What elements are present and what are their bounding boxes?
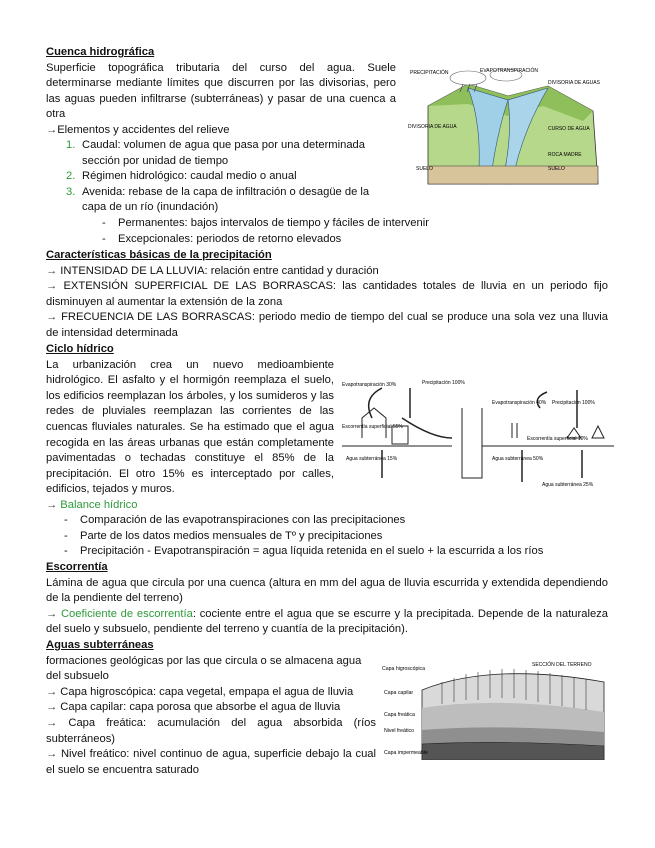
escorrentia-title: Escorrentía (46, 561, 108, 573)
balance-label: Balance hídrico (60, 498, 138, 511)
list-text: Comparación de las evapotranspiraciones con las precipitaciones (80, 514, 406, 526)
list-item (66, 185, 396, 216)
arrow-icon: → (46, 264, 58, 277)
list-text: Capa higroscópica: capa vegetal, empapa el agua de lluvia (60, 685, 354, 698)
ciclo-section (46, 342, 334, 514)
ciclo-title: Ciclo hídrico (46, 343, 114, 355)
list-item (66, 169, 396, 185)
figure-label: Capa higroscópica (382, 666, 425, 672)
arrow-icon: → (46, 280, 58, 293)
arrow-icon: → (46, 607, 58, 620)
list-number: 3. (66, 185, 76, 198)
figure-label: Agua subterránea 25% (542, 482, 594, 488)
list-item: - Parte de los datos medios mensuales de Tº y precipitaciones (64, 529, 383, 542)
list-text: Nivel freático: nivel continuo de agua, superficie debajo la cual el suelo se encuentra saturado (46, 748, 377, 776)
precip-title: Características básicas de la precipitación (46, 249, 272, 261)
arrow-icon: → (46, 498, 58, 511)
figure-label: Evapotranspiración 40% (492, 400, 547, 406)
list-text: Excepcionales: periodos de retorno elevados (118, 232, 342, 245)
list-text: Parte de los datos medios mensuales de Tº y precipitaciones (80, 529, 383, 542)
cuenca-elements-label: Elementos y accidentes del relieve (57, 123, 230, 136)
cuenca-paragraph: Superficie topográfica tributaria del curso del agua. Suele determinarse mediante límites que discurren por las divisorias, pero las aguas pueden infiltrarse (subterráneas) y pasar de una cuenca a otra (46, 61, 396, 121)
figure-label: Capa freática (384, 712, 415, 718)
water-cycle-diagram (342, 378, 614, 496)
figure-label: PRECIPITACIÓN (410, 70, 449, 76)
list-text: Avenida: rebase de la capa de infiltración o desagüe de la capa de un río (inundación) (82, 185, 370, 214)
list-text: INTENSIDAD DE LA LLUVIA: relación entre cantidad y duración (60, 264, 379, 277)
list-item (46, 700, 376, 716)
ciclo-list (64, 513, 624, 560)
list-text: Precipitación - Evapotranspiración = agua líquida retenida en el suelo + la escurrida a los ríos (80, 545, 544, 558)
arrow-icon: → (46, 685, 58, 698)
coef-text: : cociente entre el agua que se escurre y la precipitada. Depende de la naturaleza del suelo y subsuelo, pendiente del terreno y cuantía de la precipitación). (46, 607, 608, 636)
list-item (46, 685, 376, 701)
cuenca-sublist (102, 216, 502, 247)
groundwater-diagram (382, 660, 608, 760)
figure-label: SUELO (416, 166, 433, 172)
figure-label: DIVISORIA DE AGUAS (548, 80, 600, 86)
figure-label: ROCA MADRE (548, 152, 582, 158)
arrow-icon: → (46, 311, 58, 324)
cuenca-elements-line (46, 123, 396, 139)
list-item: - Permanentes: bajos intervalos de tiempo y fáciles de intervenir (102, 217, 429, 229)
figure-label: Escorrentía superficial 10% (527, 436, 588, 442)
list-item (46, 264, 608, 280)
escorrentia-paragraph: Lámina de agua que circula por una cuenca (altura en mm del agua de lluvia escurrida y extendida dependiendo de la pendiente del terreno) (46, 576, 608, 605)
list-item (46, 279, 608, 310)
subterraneas-section (46, 638, 376, 778)
cuenca-title: Cuenca hidrográfica (46, 46, 155, 58)
figure-label: SECCIÓN DEL TERRENO (532, 662, 592, 668)
list-text: Capa capilar: capa porosa que absorbe el agua de lluvia (60, 701, 341, 714)
list-item: - Precipitación - Evapotranspiración = agua líquida retenida en el suelo + la escurrida a los ríos (64, 545, 544, 558)
list-text: Régimen hidrológico: caudal medio o anual (82, 170, 297, 183)
arrow-icon: → (46, 716, 58, 729)
list-item (46, 310, 608, 341)
list-text: Capa freática: acumulación del agua absorbida (ríos subterráneos) (46, 716, 376, 745)
figure-label: DIVISORIA DE AGUA (408, 124, 457, 130)
list-item (46, 716, 376, 747)
arrow-icon: → (46, 701, 58, 714)
figure-label: Precipitación 100% (552, 400, 595, 406)
ciclo-paragraph: La urbanización crea un nuevo medioambiente hidrológico. El asfalto y el hormigón reemplaza el suelo, los edificios reemplazan los árboles, y los sumideros y las redes de pluviales reemplazan las corrientes de las cuencas fluviales naturales. Se ha estimado que el agua recogida en las áreas urbanas que están completamente pavimentadas o techadas constituye el 85% de la precipitación. El otro 15% es interceptado por calles, edificios, tejados y muros. (46, 358, 334, 496)
list-item: - Excepcionales: periodos de retorno elevados (102, 232, 342, 245)
coef-line (46, 607, 608, 638)
cuenca-list (66, 138, 396, 216)
arrow-icon: → (46, 123, 58, 136)
list-text: Permanentes: bajos intervalos de tiempo y fáciles de intervenir (118, 217, 429, 229)
figure-label: Nivel freático (384, 728, 414, 734)
list-item: - Comparación de las evapotranspiraciones con las precipitaciones (64, 514, 406, 526)
list-text: FRECUENCIA DE LAS BORRASCAS: periodo medio de tiempo del cual se produce una sola vez una lluvia de intensidad determinada (46, 311, 608, 339)
figure-label: Agua subterránea 50% (492, 456, 544, 462)
list-item (66, 138, 396, 169)
figure-label: Agua subterránea 15% (346, 456, 398, 462)
figure-label: SUELO (548, 166, 565, 172)
figure-label: Escorrentía superficial 55% (342, 424, 403, 430)
cuenca-section (46, 45, 396, 139)
figure-label: CURSO DE AGUA (548, 126, 590, 132)
figure-label: Precipitación 100% (422, 380, 465, 386)
coef-label: Coeficiente de escorrentía (60, 607, 193, 620)
list-number: 1. (66, 139, 76, 151)
list-number: 2. (66, 170, 76, 183)
figure-label: Evapotranspiración 30% (342, 382, 397, 388)
list-item (46, 747, 376, 778)
subterraneas-paragraph: formaciones geológicas por las que circula o se almacena agua del subsuelo (46, 654, 362, 683)
precip-section (46, 248, 608, 342)
arrow-icon: → (46, 748, 58, 761)
figure-label: Capa capilar (384, 690, 414, 696)
subterraneas-title: Aguas subterráneas (46, 639, 154, 651)
figure-label: Capa impermeable (384, 750, 428, 756)
figure-label: EVAPOTRANSPIRACIÓN (480, 68, 538, 74)
list-text: Caudal: volumen de agua que pasa por una determinada sección por unidad de tiempo (82, 139, 365, 167)
balance-line (46, 498, 334, 514)
watershed-diagram (408, 66, 608, 192)
escorrentia-section (46, 560, 608, 638)
list-text: EXTENSIÓN SUPERFICIAL DE LAS BORRASCAS: las cantidades totales de lluvia en un periodo fijo disminuyen al aumentar la extensión de la zona (46, 280, 609, 308)
